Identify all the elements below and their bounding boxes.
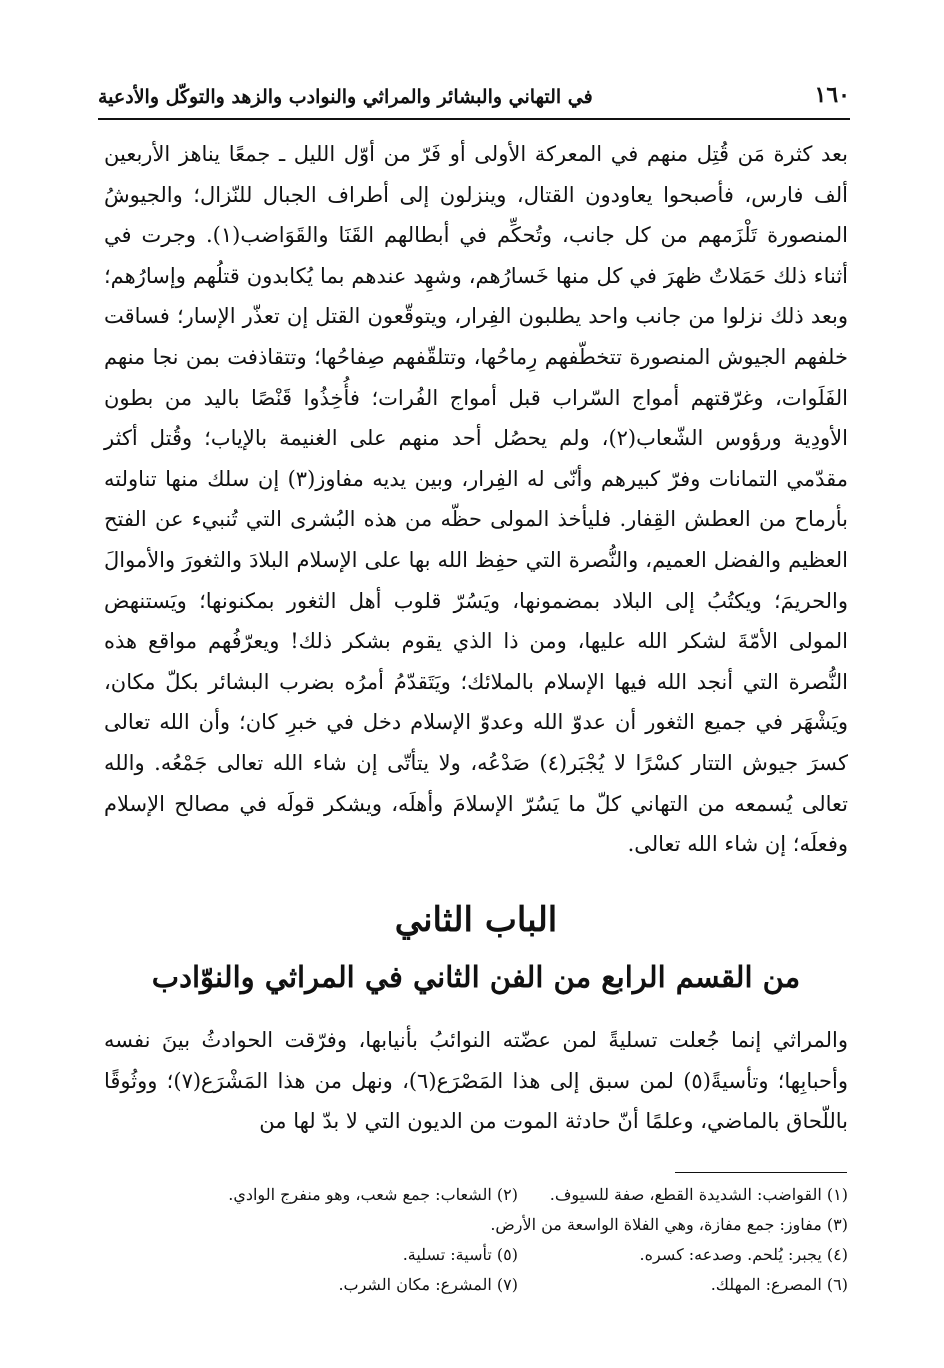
header-divider (98, 118, 850, 120)
footnote-7: (٧) المشرع: مكان الشرب. (338, 1275, 518, 1294)
footnote-4: (٤) يجبر: يُلحم. وصدعه: كسره. (639, 1245, 848, 1264)
footnote-row (100, 1240, 848, 1270)
body-paragraph-2: والمراثي إنما جُعلت تسليةً لمن عضّته النوائبُ بأنيابها، وفرّقت الحوادثُ بينَ نفسه وأحبابِها؛ وتأسيةً(٥) لمن سبق إلى هذا المَصْرَع(٦)، ونهل من هذا المَشْرَع(٧)؛ ووثُوقًا باللّحاق بالماضي، وعلمًا أنّ حادثة الموت من الديون التي لا بدّ لها من (104, 1028, 849, 1134)
footnote-3: (٣) مفاوز: جمع مفازة، وهي الفلاة الواسعة من الأرض. (490, 1215, 848, 1234)
page-number: ١٦٠ (814, 82, 850, 108)
footnote-divider (675, 1172, 847, 1173)
page-header (98, 80, 850, 116)
chapter-title: الباب الثاني (394, 900, 558, 940)
footnote-5: (٥) تأسية: تسلية. (402, 1245, 518, 1264)
running-title: في التهاني والبشائر والمراثي والنوادب والزهد والتوكّل والأدعية (98, 86, 593, 108)
footnote-row (100, 1180, 848, 1210)
footnote-6: (٦) المصرع: المهلك. (710, 1275, 848, 1294)
footnote-2: (٢) الشعاب: جمع شعب، وهو منفرج الوادي. (228, 1185, 518, 1204)
footnote-1: (١) القواضب: الشديدة القطع، صفة للسيوف. (549, 1185, 848, 1204)
footnote-row (100, 1210, 848, 1240)
footnotes (100, 1180, 848, 1300)
chapter-subtitle: من القسم الرابع من الفن الثاني في المراثي والنوّادب (151, 960, 801, 994)
body-paragraph-1: بعد كثرة مَن قُتِل منهم في المعركة الأولى أو فَرّ من أوّل الليل ـ جمعًا يناهز الأربعين ألف فارس، فأصبحوا يعاودون القتال، وينزلون إلى أطراف الجبال للنّزال؛ والجيوشُ المنصورة تَلْزَمهم من كل جانب، وتُحكِّم في أبطالهم القَنَا والقَوَاضب(١). وجرت في أثناء ذلك حَمَلاتٌ ظهرَ في كل منها خَسارُهم، وشهِد عندهم بما يُكابدون قتلُهم وإسارُهم؛ وبعد ذلك نزلوا من جانب واحد يطلبون الفِرار، ويتوقّعون القتل إن تعذّر الإسار؛ فساقت خلفهم الجيوش المنصورة تتخطّفهم رِماحُها، وتتلقّفهم صِفاحُها؛ وتتقاذفت بمن نجا منهم الفَلَوات، وغرّقتهم أمواج السّراب قبل أمواج الفُرات؛ فأُخِذُوا قَنْصًا باليد من بطون الأودِية ورؤوس الشّعاب(٢)، ولم يحصُل أحد منهم على الغنيمة بالإياب؛ وقُتل أكثر مقدّمي التمانات وفرّ كبيرهم وأنّى له الفِرار، وبين يديه مفاوز(٣) إن سلك منها تناولته بأرماح من العطش القِفار. فليأخذ المولى حظّه من هذه البُشرى التي تُنبيء عن الفتح العظيم والفضل العميم، والنُّصرة التي حفِظ الله بها على الإسلام البلادَ والثغورَ والأموالَ والحريمَ؛ ويكتُبُ إلى البلاد بمضمونها، ويَسُرّ قلوب أهل الثغور بمكنونها؛ ويَستنهض المولى الأمّةَ لشكر الله عليها، ومن ذا الذي يقوم بشكر ذلك! ويعرّفُهم مواقع هذه النُّصرة التي أنجد الله فيها الإسلام بالملائك؛ ويَتَقدّمُ أمرُه بضرب البشائر بكلّ مكان، ويَشْهَر في جميع الثغور أن عدوّ الله وعدوّ الإسلام دخل في خبرِ كان؛ وأن الله تعالى كسرَ جيوش التتار كسْرًا لا يُجْبَر(٤) صَدْعُه، ولا يتأتّى إن شاء الله تعالى جَمْعُه. والله تعالى يُسمعه من التهاني كلّ ما يَسُرّ الإسلامَ وأهلَه، ويشكر قولَه في مصالح الإسلام وفعلَه؛ إن شاء الله تعالى. (104, 142, 848, 857)
footnote-row (100, 1270, 848, 1300)
